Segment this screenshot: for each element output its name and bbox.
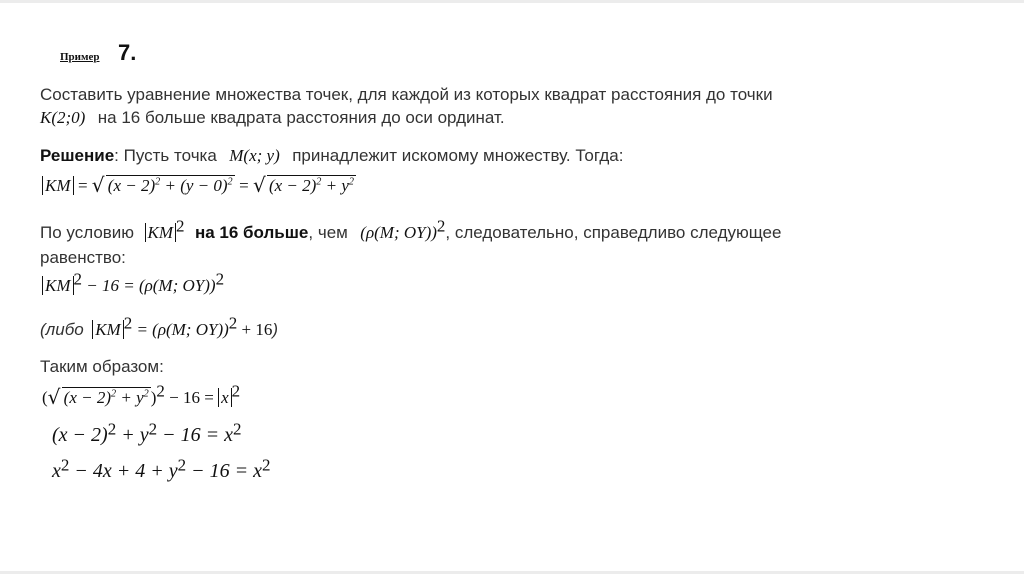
equals-2: = <box>239 176 253 195</box>
solution-intro: : Пусть точка <box>114 146 217 165</box>
eq2-open: (либо <box>40 320 84 339</box>
condition-rho: (ρ(M; OY)) <box>360 223 437 242</box>
eq3-sq-3: 2 <box>156 381 165 401</box>
condition-than: , чем <box>308 223 348 242</box>
eq4-sq-3: 2 <box>232 419 242 439</box>
eq3-x: x <box>218 388 232 407</box>
equation-2 <box>40 313 279 340</box>
eq3-sq-4: 2 <box>231 381 241 401</box>
equation-4 <box>52 419 242 447</box>
equation-3 <box>42 381 241 408</box>
eq2-mid: = (ρ(M; OY)) <box>132 320 229 339</box>
eq4-a: (x − 2) <box>52 424 108 446</box>
eq3-mid: ) <box>150 388 157 407</box>
eq5-c: − 16 = x <box>186 460 263 482</box>
solution-rest: принадлежит искомому множеству. Тогда: <box>292 146 624 165</box>
sq-2: 2 <box>227 176 233 188</box>
eq4-sq-1: 2 <box>107 419 117 439</box>
eq3-tail: − 16 = <box>164 388 219 407</box>
task-line-1: Составить уравнение множества точек, для каждой из которых квадрат расстояния до точки <box>40 85 773 104</box>
eq1-km-sq: 2 <box>73 269 82 289</box>
condition-rho-sq: 2 <box>436 216 446 236</box>
example-label: Пример <box>60 51 100 63</box>
eq2-close: ) <box>272 320 279 339</box>
eq5-b: − 4x + 4 + y <box>69 460 178 482</box>
point-k: K(2;0) <box>40 108 86 127</box>
eq4-sq-2: 2 <box>148 419 158 439</box>
equation-5 <box>52 455 271 483</box>
condition-suffix: , следовательно, справедливо следующее <box>445 223 782 242</box>
sqrt-3 <box>48 388 151 408</box>
condition-km: KM <box>145 223 177 242</box>
eq3-rad-a: (x − 2) <box>63 388 112 407</box>
eq4-b: + y <box>116 424 149 446</box>
equation-1 <box>42 269 225 296</box>
solution-line <box>40 146 623 166</box>
example-number: 7. <box>117 40 137 65</box>
eq2-km: KM <box>92 320 124 339</box>
eq2-km-sq: 2 <box>123 313 133 333</box>
eq5-sq-3: 2 <box>262 455 271 475</box>
point-m: M(x; y) <box>229 146 280 165</box>
condition-km-sq: 2 <box>176 216 185 236</box>
sq-4: 2 <box>348 176 354 188</box>
top-edge <box>0 0 1024 3</box>
equals-1: = <box>77 176 92 195</box>
sq-1: 2 <box>155 176 161 188</box>
eq2-rho-sq: 2 <box>228 313 238 333</box>
distance-formula <box>42 176 356 196</box>
solution-label: Решение <box>40 146 115 165</box>
example-header <box>60 40 136 66</box>
rad1-b: + (y − 0) <box>160 176 228 195</box>
eq3-rad-b: + y <box>116 388 144 407</box>
eq1-km: KM <box>42 276 74 295</box>
rad1-a: (x − 2) <box>107 176 156 195</box>
eq5-sq-1: 2 <box>60 455 70 475</box>
eq2-tail: + 16 <box>237 320 273 339</box>
eq4-c: − 16 = x <box>157 424 233 446</box>
condition-line-2: равенство: <box>40 248 126 267</box>
rad2-b: + y <box>321 176 349 195</box>
eq5-a: x <box>52 460 61 482</box>
eq1-rest: − 16 = (ρ(M; OY)) <box>82 276 216 295</box>
sqrt-1 <box>92 176 235 196</box>
task-line-2 <box>40 108 505 128</box>
condition-bold: на 16 больше <box>194 223 309 242</box>
sqrt-2 <box>253 176 356 196</box>
eq3-sq-1: 2 <box>111 388 117 400</box>
condition-prefix: По условию <box>40 223 135 242</box>
eq1-rho-sq: 2 <box>215 269 225 289</box>
eq5-sq-2: 2 <box>177 455 187 475</box>
eq3-open: ( <box>42 388 48 407</box>
condition-line <box>40 216 782 243</box>
rad2-a: (x − 2) <box>268 176 317 195</box>
task-line-2-text: на 16 больше квадрата расстояния до оси ординат. <box>97 108 505 127</box>
thus-label: Таким образом: <box>40 357 164 376</box>
km-abs: KM <box>42 176 74 195</box>
sq-3: 2 <box>316 176 322 188</box>
eq3-sq-2: 2 <box>143 388 149 400</box>
